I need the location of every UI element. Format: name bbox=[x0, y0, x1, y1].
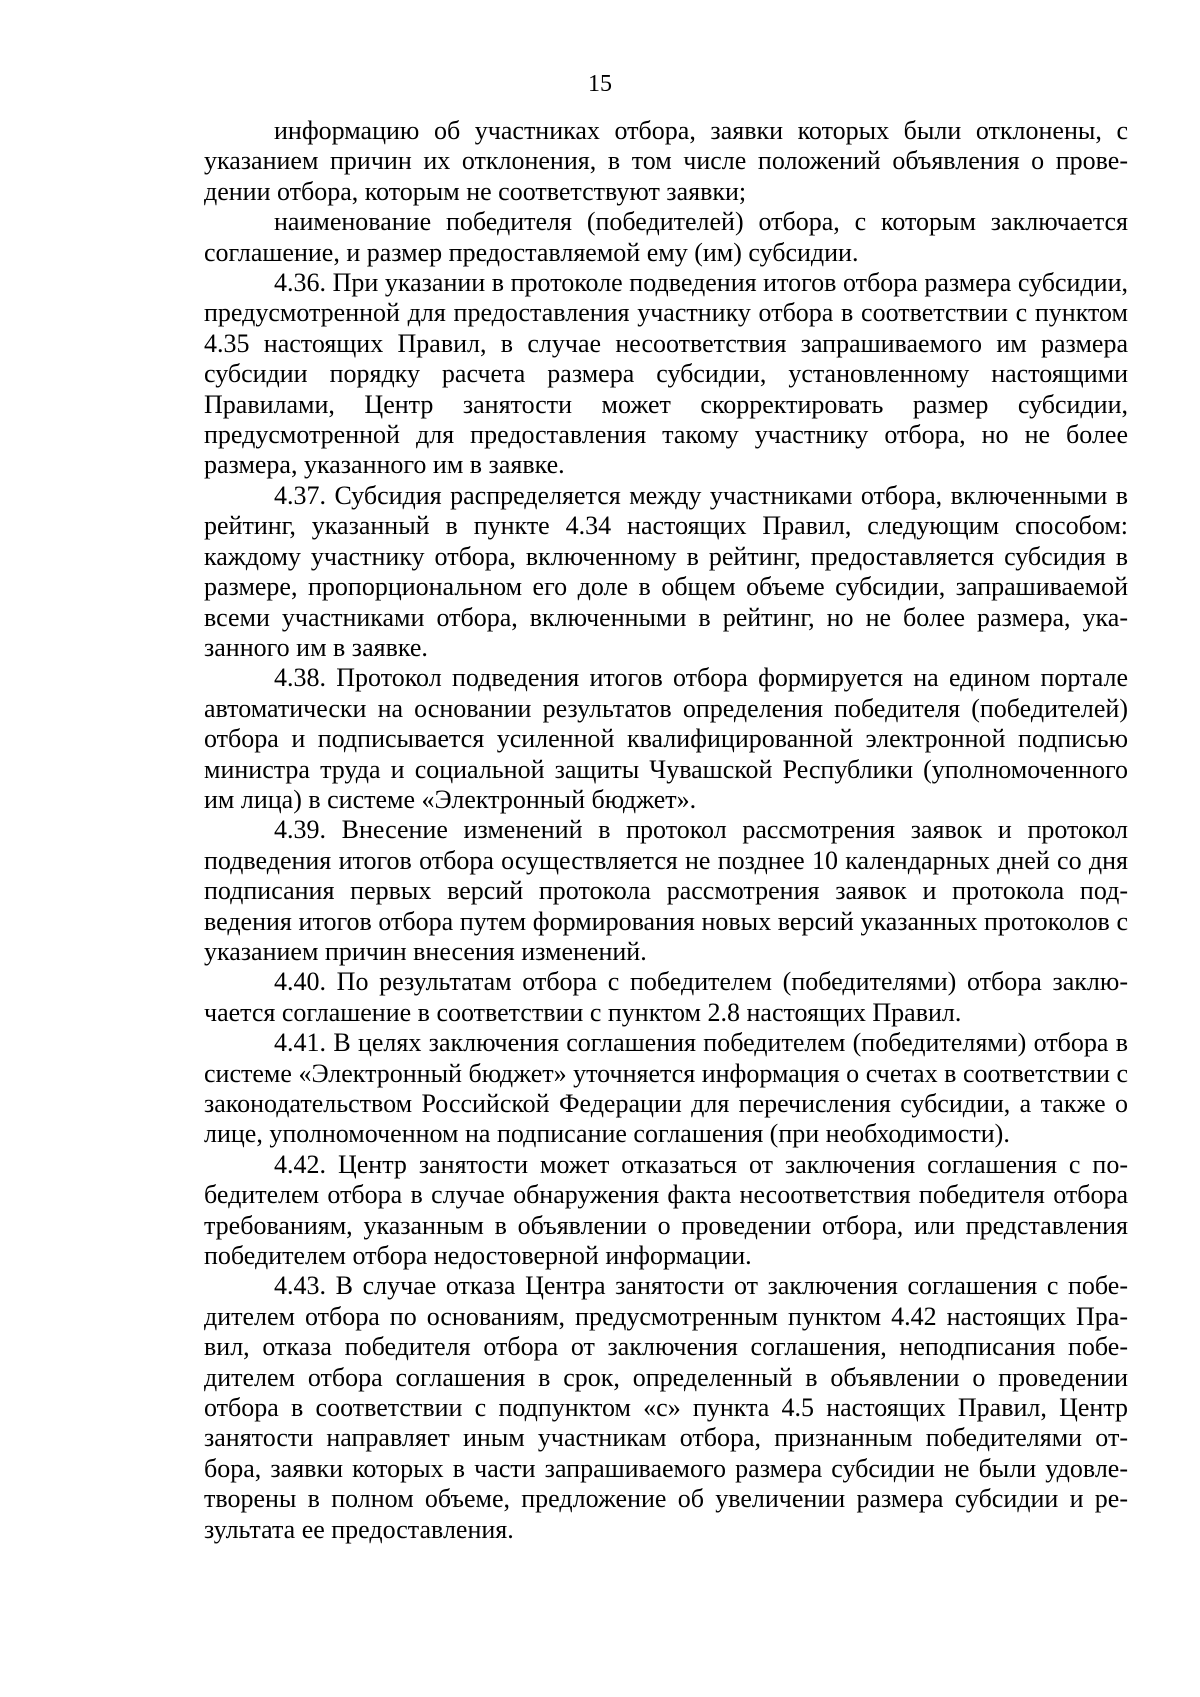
paragraph-4-38: 4.38. Протокол подведения итогов отбора формируется на едином портале автоматически на основании результатов определения победителя (победителей) отбора и подписывается усиленной квалифицированной электронной подписью министра труда и социальной защиты Чувашской Республики (уполномоченного им лица) в системе «Электронный бюджет». bbox=[204, 663, 1128, 814]
document-body bbox=[204, 116, 1128, 1545]
page-number: 15 bbox=[588, 71, 612, 97]
paragraph-4-36: 4.36. При указании в протоколе подведения итогов отбора размера субсидии, предусмотренной для предоставления участнику отбора в соответствии с пунктом 4.35 настоящих Правил, в случае несоответствия запрашиваемого им размера субсидии порядку расчета размера субсидии, установленному настоящими Правилами, Центр занятости может скорректировать размер субсидии, предусмотренной для предоставления такому участнику отбора, но не более размера, указанного им в заявке. bbox=[204, 268, 1128, 480]
paragraph-4-37: 4.37. Субсидия распределяется между участниками отбора, включенными в рейтинг, указанный в пункте 4.34 настоящих Правил, следующим способом: каждому участнику отбора, включенному в рейтинг, предоставляется субсидия в размере, пропорциональном его доле в общем объеме субсидии, запрашиваемой всеми участниками отбора, включенными в рейтинг, но не более размера, указанного им в заявке. bbox=[204, 480, 1128, 662]
paragraph-4-41: 4.41. В целях заключения соглашения победителем (победителями) отбора в системе «Электронный бюджет» уточняется информация о счетах в соответствии с законодательством Российской Федерации для перечисления субсидии, а также о лице, уполномоченном на подписание соглашения (при необходимости). bbox=[204, 1028, 1128, 1149]
paragraph-4-42: 4.42. Центр занятости может отказаться от заключения соглашения с победителем отбора в случае обнаружения факта несоответствия победителя отбора требованиям, указанным в объявлении о проведении отбора, или представления победителем отбора недостоверной информации. bbox=[204, 1149, 1128, 1271]
paragraph-winner-name: наименование победителя (победителей) отбора, с которым заключается соглашение, и размер предоставляемой ему (им) субсидии. bbox=[204, 207, 1128, 267]
paragraph-info-rejected: информацию об участниках отбора, заявки которых были отклонены, с указанием причин их отклонения, в том числе положений объявления о проведении отбора, которым не соответствуют заявки; bbox=[204, 116, 1128, 206]
paragraph-4-39: 4.39. Внесение изменений в протокол рассмотрения заявок и протокол подведения итогов отбора осуществляется не позднее 10 календарных дней со дня подписания первых версий протокола рассмотрения заявок и протокола подведения итогов отбора путем формирования новых версий указанных протоколов с указанием причин внесения изменений. bbox=[204, 815, 1128, 966]
paragraph-4-43: 4.43. В случае отказа Центра занятости от заключения соглашения с победителем отбора по основаниям, предусмотренным пунктом 4.42 настоящих Правил, отказа победителя отбора от заключения соглашения, неподписания победителем отбора соглашения в срок, определенный в объявлении о проведении отбора в соответствии с подпунктом «с» пункта 4.5 настоящих Правил, Центр занятости направляет иным участникам отбора, признанным победителями отбора, заявки которых в части запрашиваемого размера субсидии не были удовлетворены в полном объеме, предложение об увеличении размера субсидии и результата ее предоставления. bbox=[204, 1271, 1128, 1544]
paragraph-4-40: 4.40. По результатам отбора с победителем (победителями) отбора заключается соглашение в соответствии с пунктом 2.8 настоящих Правил. bbox=[204, 967, 1128, 1027]
